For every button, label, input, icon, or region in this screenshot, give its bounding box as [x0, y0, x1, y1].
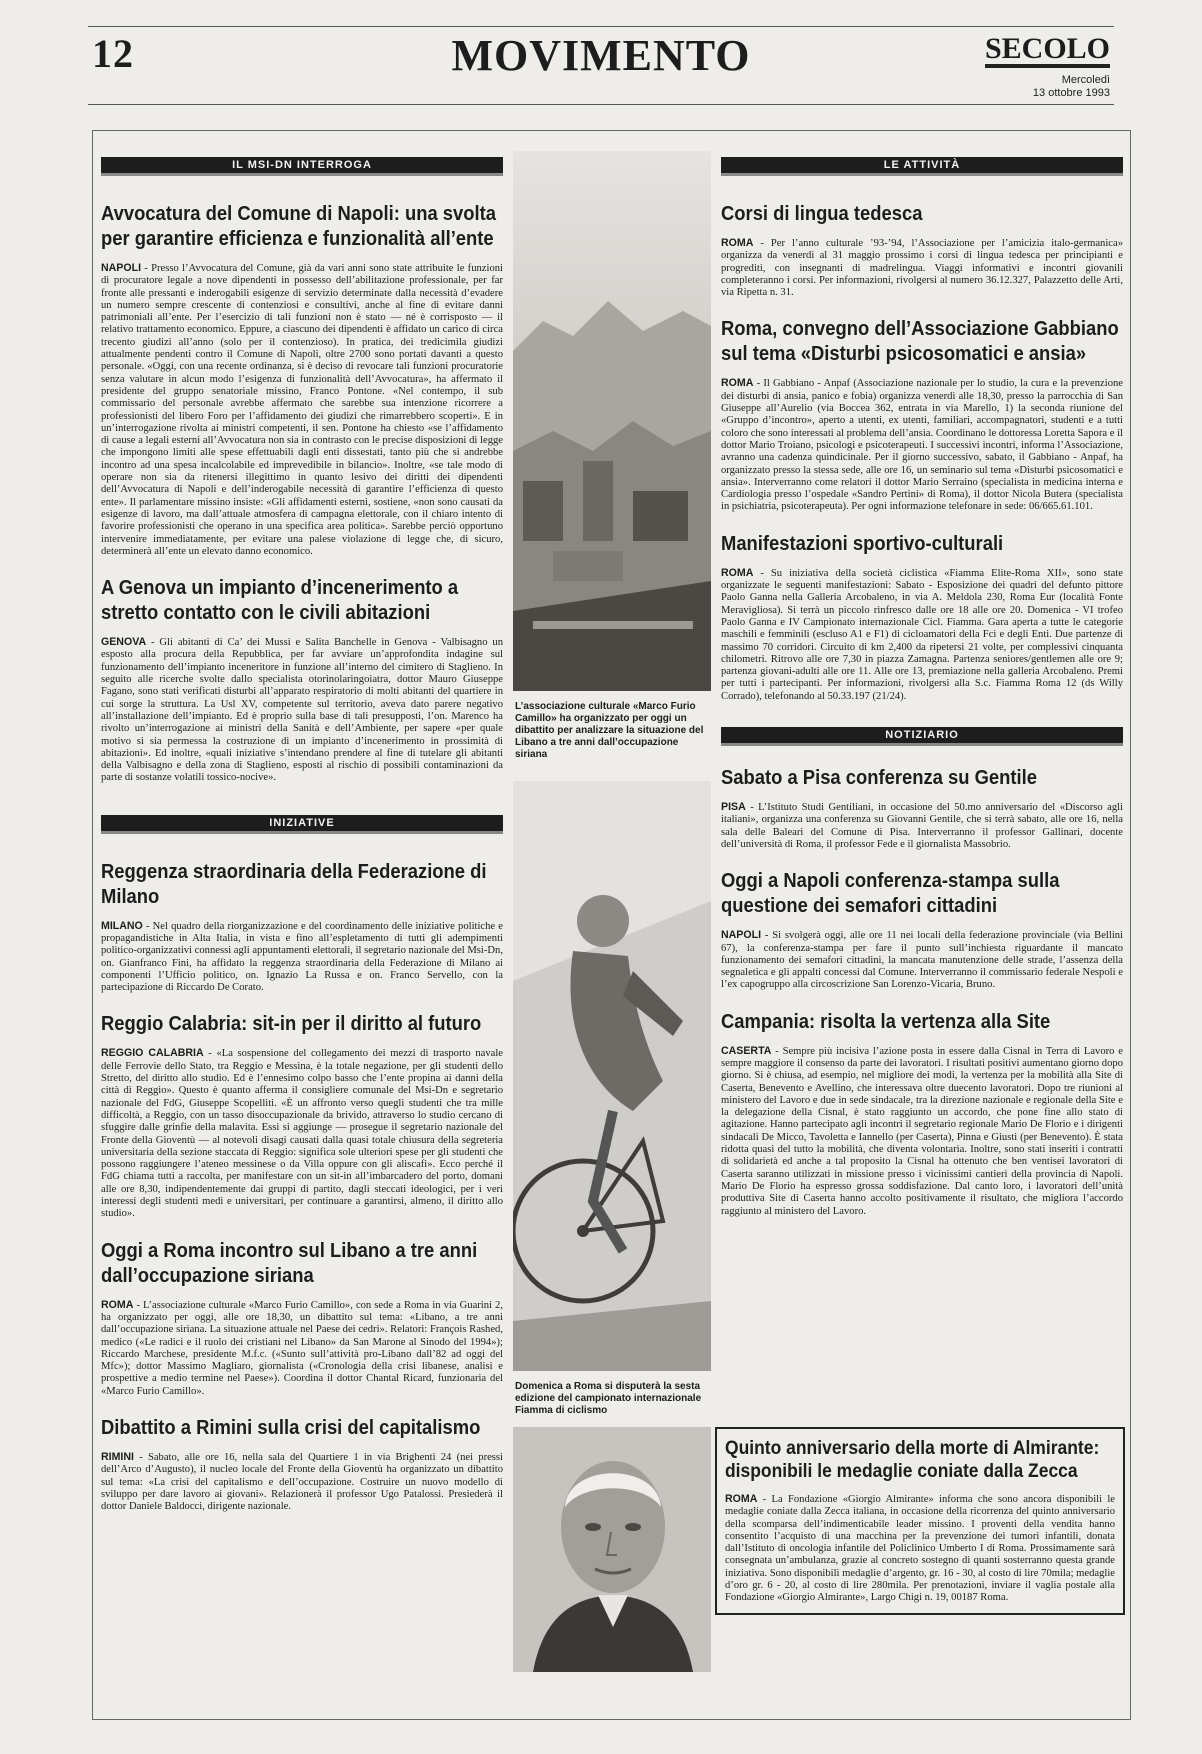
article-genova-inceneritore — [101, 576, 503, 785]
article-body — [721, 801, 1123, 851]
article-text: - Presso l’Avvocatura del Comune, già da vari anni sono state attribuite le funzioni di procuratore legale a nove dipendenti in possesso dell’abilitazione professionale, per far fronte alle pressanti e inderogabili esigenze di servizio determinate dalla necessità d’evadere un numero sempre crescente di contenziosi e consultivi, anche al fine di evitare danni patrimoniali all’ente. Per l’esercizio di tali funzioni non è stato — né è corrisposto — il relativo trattamento economico. Eppure, a ciascuno dei dipendenti è affidato un carico di circa trecento giudizi all’anno (solo per il contenzioso). In pratica, dei tredicimila giudizi attualmente pendenti contro il Comune di Napoli, oltre 2700 sono portati davanti a questo personale. «Oggi, con una recente ordinanza, si è deciso di revocare tali funzioni procuratorie senza valutare in alcun modo l’esigenza di funzionalità dell’Avvocatura», ha affermato il presidente del gruppo senatoriale missino, Franco Pontone. «Nel contempo, il sub commissario del personale avrebbe affermato che sarebbe sua intenzione ricorrere a professionisti del libero Foro per l’affidamento dei giudizi che rimarrebbero scoperti». E in un’interrogazione rivolta ai ministri competenti, il sen. Pontone ha chiesto «se l’affidamento di cause a legali esterni all’Avvocatura non sia in contrasto con le precise disposizioni di legge che impongono limiti alle spese effettuabili dagli enti dissestati, tanto più che si andrebbe incontro ad una spesa incalcolabile ed imprevedibile in bilancio». Inoltre, «se tale modo di operare non sia da ritenersi illegittimo in quanto lesivo dei diritti dei dipendenti dell’Avvocatura di Napoli e dell’inderogabile necessità di garantire l’efficienza di questo ente». Il parlamentare missino insiste: «Gli affidamenti esterni, sostiene, «non sono causati da esigenze di lavoro, ma dall’attuale atmosfera di campagna elettorale, con il chiaro intento di favorire professionisti che operano in una specifica area politica». Sarebbe perciò opportuno intervenire immediatamente, per evitare una palese violazione di legge che, di sicuro, determinerà all’ente un elevato danno economico. — [101, 263, 503, 557]
dateline: REGGIO CALABRIA — [101, 1047, 204, 1060]
article-reggio-calabria — [101, 1012, 503, 1220]
headline: Quinto anniversario della morte di Almirante: disponibili le medaglie coniate dalla Zecca — [725, 1438, 1100, 1482]
headline: Dibattito a Rimini sulla crisi del capitalismo — [101, 1417, 481, 1439]
photo-column — [513, 151, 711, 1417]
dateline: MILANO — [101, 919, 143, 932]
issue-date: 13 ottobre 1993 — [1032, 87, 1110, 99]
article-gabbiano-convegno — [721, 317, 1123, 513]
article-body — [101, 262, 503, 558]
article-body — [721, 237, 1123, 299]
article-campania-site — [721, 1010, 1123, 1218]
article-text: - Per l’anno culturale ’93-’94, l’Associazione per l’amicizia italo-germanica» organizza da venerdì al 31 maggio prossimo i corsi di lingua tedesca per principianti e progrediti, con insegnanti di madrelingua. Viaggi informativi e incontri giovanili completeranno i corsi. Per informazioni, rivolgersi al numero 36.12.327, Palazzetto delle Arti, via Ripetta n. 31. — [721, 238, 1123, 299]
dateline: PISA — [721, 801, 746, 814]
article-text: - L’Istituto Studi Gentiliani, in occasione del 50.mo anniversario del «Discorso agli italiani», organizza una conferenza su Giovanni Gentile, che si terrà sabato, alle ore 16, nella sala delle Baleari del Comune di Pisa. Interverranno il professor Gallinari, docente dell’università di Roma, il professor Fede e il giornalista Massobrio. — [721, 802, 1123, 850]
article-text: - Il Gabbiano - Anpaf (Associazione nazionale per lo studio, la cura e la prevenzione dei disturbi di ansia, panico e fobia) organizza venerdì alle 18,30, presso la parrocchia di San Giuseppe all’Aurelio (via Boccea 362, entrata in via Marello, 1) la seconda riunione del «Gruppo d’incontro», aperto a utenti, ex utenti, familiari, accompagnatori, studenti e a tutti coloro che sono interessati al problema dell’ansia. Coordinano le dottoressa Loretta Sapora e il dottor Mario Troiano, psicologi e psicoterapeuti. I successivi incontri, informa l’Associazione, avranno una cadenza quindicinale. Per il giorno successivo, sabato, il Gabbiano - Anpaf, ha organizzato presso la stessa sede, alle ore 16, un seminario sul tema «Disturbi psicosomatici e ansia». Interverranno come relatori il dottor Mario Serraino (specialista in medicina interna e Cardiologia presso l’ospedale «Sandro Pertini» di Roma), il dottor Nicola Butera (specialista in psichiatria, psicoterapeuta). Per ogni informazione telefonare in sede: 06/665.61.101. — [721, 378, 1123, 513]
article-text: - Sempre più incisiva l’azione posta in essere dalla Cisnal in Terra di Lavoro e sempre maggiore il consenso da parte dei lavoratori. I risultati positivi aumentano giorno dopo giorno. Si è chiusa, ad esempio, nel migliore dei modi, la vertenza per la mobilità alla Site di Caserta, Benevento e Avellino, che interessava oltre duecento lavoratori. Dopo tre riunioni al ministero del Lavoro e due in sede sindacale, tra la direzione nazionale e regionale della Site e la delegazione della Cisnal, è stato raggiunto un accordo, che pone fine allo stato di agitazione. Hanno partecipato agli incontri il segretario regionale Mario De Florio e i dirigenti sindacali De Micco, Tavoletta e Iannello (per Caserta), Pinna e Giusti (per Benevento). È stata ridotta quasi del tutto la mobilità, che diventa volontaria. Inoltre, sono stati inseriti i contratti di solidarietà ed anche a tal proposito la Cisnal ha ottenuto che ben ventisei lavoratori di Caserta saranno utilizzati in missione presso i vicinissimi cantieri della provincia di Napoli. Mario De Florio ha espresso grossa soddisfazione. Dal canto loro, i lavoratori dell’unità produttiva Site di Caserta hanno accolto positivamente il risultato, che migliora l’accordo raggiunto al ministero del Lavoro. — [721, 1045, 1123, 1217]
article-reggenza-milano — [101, 860, 503, 995]
kicker-le-attivita: LE ATTIVITÀ — [721, 157, 1123, 176]
kicker-msi-interroga: IL MSI-DN INTERROGA — [101, 157, 503, 176]
issue-day: Mercoledì — [1061, 74, 1110, 86]
kicker-notiziario: NOTIZIARIO — [721, 727, 1123, 746]
photo-illustration — [513, 151, 711, 691]
photo-caption-ciclismo: Domenica a Roma si disputerà la sesta edizione del campionato internazionale Fiamma di ciclismo — [515, 1381, 702, 1416]
headline: Corsi di lingua tedesca — [721, 203, 923, 225]
article-text: - Su iniziativa della società ciclistica «Fiamma Elite-Roma XII», sono state organizzate le seguenti manifestazioni: Sabato - Esposizione dei quadri del defunto pittore Paolo Ganna nella Galleria Arcobaleno, in via A. Meldola 230, Roma Eur (località Fonte Meravigliosa). Si terrà un piccolo rinfresco dalle ore 18 alle ore 20. Domenica - VI trofeo Paolo Ganna e IV Campionato internazionale Cicl. Fiamma. Gara aperta a tutte le categorie maschili e femminili (escluso A1 e F1) di cicloamatori della Fci e degli Enti. Due partenze di massimo 70 corridori. Circuito di km 2,400 da ripetersi 21 volte, per complessivi cinquanta chilometri. Ritrovo alle ore 7,30 in piazza Zamagna. Partenza seniores/gentlemen alle ore 9; partenza giovani-adulti alle ore 11. Alle ore 13, premiazione nella galleria Arcobaleno. Premi per tutti i partecipanti. Per informazioni, rivolgersi alla S.c. Fiamma Roma 12 (ds Willy Corrado), telefonando al 50.33.197 (21/24). — [721, 567, 1123, 702]
article-roma-libano — [101, 1239, 503, 1398]
photo-libano-cemetery — [513, 151, 711, 691]
photo-illustration — [513, 781, 711, 1371]
page-number: 12 — [92, 31, 134, 76]
dateline: ROMA — [725, 1493, 758, 1505]
headline: Avvocatura del Comune di Napoli: una svolta per garantire efficienza e funzionalità all’ente — [101, 203, 496, 250]
article-text: - Nel quadro della riorganizzazione e del coordinamento delle iniziative politiche e propagandistiche in Alta Italia, in vista e fino all’espletamento di tutti gli adempimenti politico-organizzativi connessi agli appuntamenti elettorali, il segretario nazionale del Msi-Dn, on. Gianfranco Fini, ha affidato la reggenza straordinaria della Federazione di Milano ai componenti l’Ufficio politico, on. Ignazio La Russa e on. Franco Servello, con la partecipazione di Riccardo De Corato. — [101, 920, 503, 994]
headline: Roma, convegno dell’Associazione Gabbiano sul tema «Disturbi psicosomatici e ansia» — [721, 318, 1119, 366]
article-corsi-tedesco — [721, 202, 1123, 299]
portrait-illustration — [513, 1427, 711, 1672]
article-body — [725, 1493, 1115, 1605]
article-body — [721, 1045, 1123, 1218]
article-pisa-gentile — [721, 766, 1123, 851]
article-text: - La Fondazione «Giorgio Almirante» informa che sono ancora disponibili le medaglie coniate dalla Zecca italiana, in occasione della ricorrenza del quinto anniversario della scomparsa dell’indimenticabile leader missino. I proventi della vendita hanno consentito l’acquisto di una macchina per la prevenzione dei tumori infantili, donata dall’Istituto di oncologia infantile del Policlinico Umberto I di Roma. Prossimamente sarà consegnata un’ambulanza, grazie al concreto sostegno di quanti sosterranno questa grande iniziativa. Sono disponibili medaglie d’argento, gr. 16 - 30, al costo di lire 70mila; medaglie d’oro gr. 6 - 20, al costo di lire 280mila. Per prenotazioni, inviare il vaglia postale alla Fondazione «Giorgio Almirante», Largo Chigi n. 19, 00187 Roma. — [725, 1494, 1115, 1604]
article-body — [721, 377, 1123, 513]
article-napoli-semafori — [721, 869, 1123, 991]
headline: Manifestazioni sportivo-culturali — [721, 532, 1004, 555]
dateline: NAPOLI — [101, 262, 142, 274]
dateline: RIMINI — [101, 1451, 134, 1463]
kicker-iniziative: INIZIATIVE — [101, 815, 503, 834]
dateline: ROMA — [721, 566, 754, 579]
article-avvocatura-napoli — [101, 202, 503, 558]
article-text: - Si svolgerà oggi, alle ore 11 nei locali della federazione provinciale (via Bellini 67), la conferenza-stampa per fare il punto sull’inchiesta riguardante il mancato funzionamento dei semafori cittadini, la mancata manutenzione delle strade, l’assenza della segnaletica e gli appalti concessi dal Comune. Interverranno il commissario federale Nespoli e l’ex capogruppo alla circoscrizione San Lorenzo-Vicaria, Bruno. — [721, 930, 1123, 991]
headline: Sabato a Pisa conferenza su Gentile — [721, 767, 1037, 790]
article-body — [721, 567, 1123, 703]
dateline: NAPOLI — [721, 929, 762, 942]
article-manifestazioni-sportive — [721, 532, 1123, 703]
article-text: - L’associazione culturale «Marco Furio Camillo», con sede a Roma in via Guarini 2, ha organizzato per oggi, alle ore 18,30, un dibattito sul tema: «Libano, a tre anni dall’occupazione siriana. La situazione attuale nel Paese dei cedri». Relatori: François Rashed, medico («Le radici e il ruolo dei cristiani nel Libano» da San Marone al Sinodo del 1994»); Riccardo Marchese, presidente M.f.c. («Sunto sull’attività pro-Libano dall’82 ad oggi del Mfc»); dottor Massimo Magliaro, giornalista («Cronologia della crisi libanese, analisi e prospettive a medio termine nel Paese»). Coordina il dottor Chantal Ricard, funzionaria del «Marco Furio Camillo». — [101, 1299, 503, 1397]
photo-cycling-race — [513, 781, 711, 1371]
headline: A Genova un impianto d’incenerimento a stretto contatto con le civili abitazioni — [101, 577, 459, 625]
box-almirante — [715, 1427, 1125, 1615]
article-text: - «La sospensione del collegamento dei mezzi di trasporto navale delle Ferrovie dello Stato, tra Reggio e Messina, è la totale negazione, per gli studenti dello Stretto, del diritto allo studio. Ed è l’ennesimo colpo basso che l’ente propina ai danni della città di Reggio». Questo è quanto afferma il consigliere comunale del Msi-Dn e segretario nazionale del FdG, Giuseppe Scopelliti. «È un affronto verso quegli studenti che tra mille difficoltà, a Reggio, con un tasso disoccupazionale da brivido, attraverso lo studio cercano di sfuggire dalle grinfie della malavita. Essi si aggiunge — prosegue il segretario nazionale del Fronte della Gioventù — al notevoli disagi causati dalla quasi totale chiusura della segreteria universitaria della sezione staccata di Reggio: significa sole ulteriori spese per gli studenti che possono raggiungere l’ateneo messinese o da Villa oppure con gli aliscafi». Ecco perché il FdG chiama tutti a raccolta, per manifestare con un sit-in all’imbarcadero del porto, domani alle ore 8,30, indipendentemente dai gruppi di partito, dagli steccati ideologici, per i veri interessi degli studenti medi e universitari, per continuare a garantirsi, almeno, il diritto allo studio». — [101, 1048, 504, 1220]
dateline: ROMA — [721, 377, 754, 390]
headline: Campania: risolta la vertenza alla Site — [721, 1010, 1051, 1033]
photo-almirante-portrait — [513, 1427, 711, 1672]
article-body — [721, 929, 1123, 991]
article-text: - Gli abitanti di Ca’ dei Mussi e Salita Banchelle in Genova - Valbisagno un esposto alla procura della Repubblica, per far avviare un’approfondita indagine sul funzionamento dell’impianto inceneritore in funzione all’interno del cimitero di Staglieno. In seguito alle ricerche svolte dallo specialista otorinolaringoiatra, dottor Mauro Giuseppe Fagano, sono stati verificati disturbi all’apparato respiratorio di molti abitanti del quartiere in cui sorge la struttura. La Usl XV, competente sul territorio, aveva dato parere negativo all’installazione dell’impianto. Ed è proprio sulla base di tali presupposti, l’on. Marenco ha rivolto un’interrogazione ai ministri della Sanità e dell’Ambiente, per sapere «per quale motivo si sia permessa la costruzione di un impianto d’incenerimento in prossimità di abitazioni». Ed inoltre, «quali iniziative s’intendano prendere al fine di tutelare gli abitanti della Valbisagno e della zona di Staglieno, esposti al rischio di possibili contaminazioni da parte di sostanze volatili tossico-nocive». — [101, 637, 503, 784]
left-column — [101, 157, 503, 1513]
headline: Reggio Calabria: sit-in per il diritto al futuro — [101, 1013, 482, 1036]
dateline: ROMA — [101, 1298, 134, 1311]
article-body — [101, 1299, 503, 1398]
headline: Reggenza straordinaria della Federazione di Milano — [101, 860, 487, 908]
article-text: - Sabato, alle ore 16, nella sala del Quartiere 1 in via Brighenti 24 (nei pressi dell’Arco d’Augusto), il nucleo locale del Fronte della Gioventù ha organizzato un dibattito sul tema: «La crisi del capitalismo e dell’occupazione. Costruire un nuovo modello di sviluppo per dare lavoro ai giovani». Relazionerà il professor Ugo Patalossi. Presiederà il dottor Daniele Baldocci, dirigente nazionale. — [101, 1452, 503, 1513]
dateline: ROMA — [721, 237, 754, 249]
article-body — [101, 1047, 503, 1220]
headline: Oggi a Roma incontro sul Libano a tre anni dall’occupazione siriana — [101, 1239, 478, 1287]
photo-caption-libano: L’associazione culturale «Marco Furio Camillo» ha organizzato per oggi un dibattito per analizzare la situazione del Libano a tre anni dall’occupazione siriana — [515, 701, 704, 760]
newspaper-logo: SECOLO — [985, 34, 1110, 68]
dateline: CASERTA — [721, 1044, 772, 1057]
masthead-brand — [985, 34, 1110, 100]
article-rimini-capitalismo — [101, 1416, 503, 1513]
right-column — [721, 157, 1123, 1236]
headline: Oggi a Napoli conferenza-stampa sulla questione dei semafori cittadini — [721, 870, 1060, 918]
article-body — [101, 1451, 503, 1513]
article-body — [101, 636, 503, 785]
section-title: MOVIMENTO — [451, 31, 751, 80]
page-frame — [92, 130, 1131, 1720]
dateline: GENOVA — [101, 636, 147, 649]
article-body — [101, 920, 503, 995]
